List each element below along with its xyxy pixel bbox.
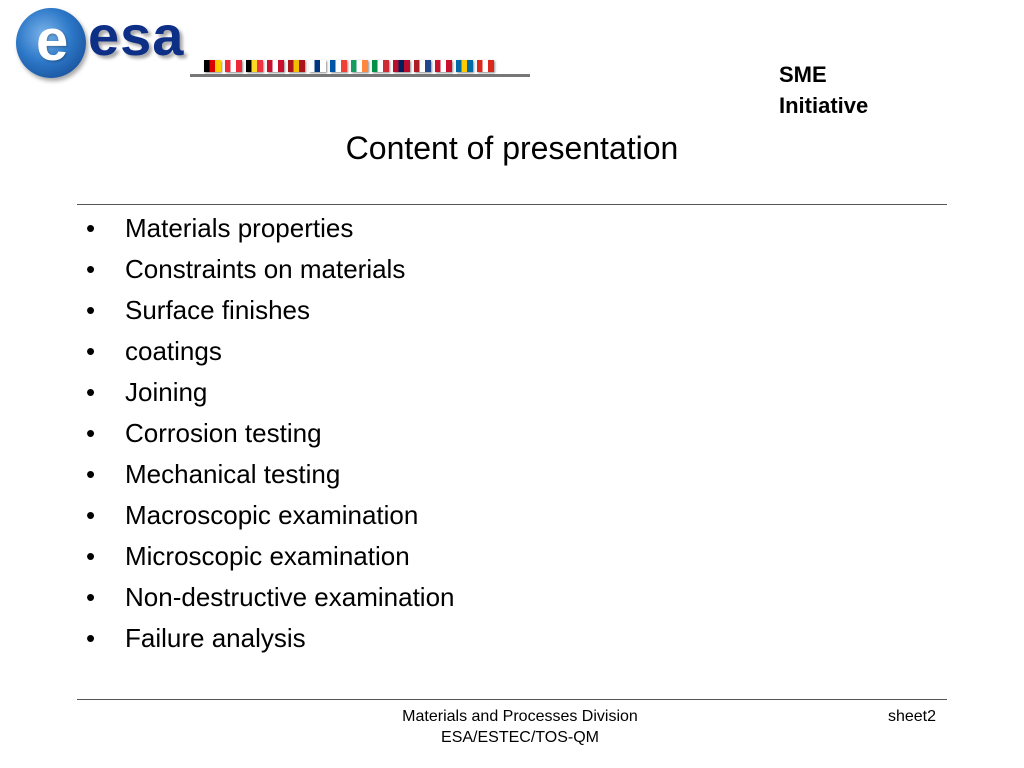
bullet-icon: • [86,459,96,489]
bullet-icon: • [86,254,96,284]
flag-icon [393,60,410,72]
title-divider [77,204,947,205]
list-item-text: Non-destructive examination [125,582,455,612]
flag-icon [351,60,368,72]
list-item [86,577,455,618]
bullet-icon: • [86,213,96,243]
globe-icon [16,8,86,78]
bullet-icon: • [86,295,96,325]
logo-wordmark: esa [88,4,185,67]
list-item-text: Constraints on materials [125,254,406,284]
flag-icon [267,60,284,72]
list-item-text: Surface finishes [125,295,310,325]
footer-line2: ESA/ESTEC/TOS-QM [441,729,599,746]
flag-icon [225,60,242,72]
list-item-text: Microscopic examination [125,541,410,571]
bullet-icon: • [86,336,96,366]
flag-icon [288,60,305,72]
list-item [86,495,455,536]
flag-icon [372,60,389,72]
sme-label-line1: SME [779,62,827,87]
list-item [86,536,455,577]
flag-icon [309,60,326,72]
list-item [86,249,455,290]
bullet-icon: • [86,418,96,448]
flag-icon [456,60,473,72]
logo-globe-letter: e [36,8,69,73]
flag-icon [330,60,347,72]
bullet-icon: • [86,377,96,407]
sheet-number: sheet2 [887,708,936,725]
esa-logo [10,4,530,86]
bullet-icon: • [86,500,96,530]
list-item-text: Corrosion testing [125,418,322,448]
bullet-icon: • [86,623,96,653]
list-item [86,618,455,659]
list-item-text: Joining [125,377,208,407]
flag-icon [246,60,263,72]
flag-icon [435,60,452,72]
flag-icon [477,60,494,72]
list-item-text: Macroscopic examination [125,500,419,530]
list-item [86,331,455,372]
list-item [86,413,455,454]
content-list [86,208,455,659]
footer-organization [340,706,700,748]
sme-initiative-label [779,59,868,121]
list-item-text: Failure analysis [125,623,306,653]
member-state-flags [204,60,498,74]
list-item-text: Mechanical testing [125,459,341,489]
bullet-icon: • [86,582,96,612]
list-item [86,454,455,495]
sme-label-line2: Initiative [779,93,869,118]
list-item-text: coatings [125,336,222,366]
bullet-icon: • [86,541,96,571]
flag-icon [204,60,221,72]
list-item [86,372,455,413]
list-item [86,208,455,249]
page-title: Content of presentation [345,130,679,166]
list-item-text: Materials properties [125,213,354,243]
list-item [86,290,455,331]
footer-line1: Materials and Processes Division [402,708,638,725]
logo-underline [190,74,530,77]
footer-divider [77,699,947,700]
flag-icon [414,60,431,72]
